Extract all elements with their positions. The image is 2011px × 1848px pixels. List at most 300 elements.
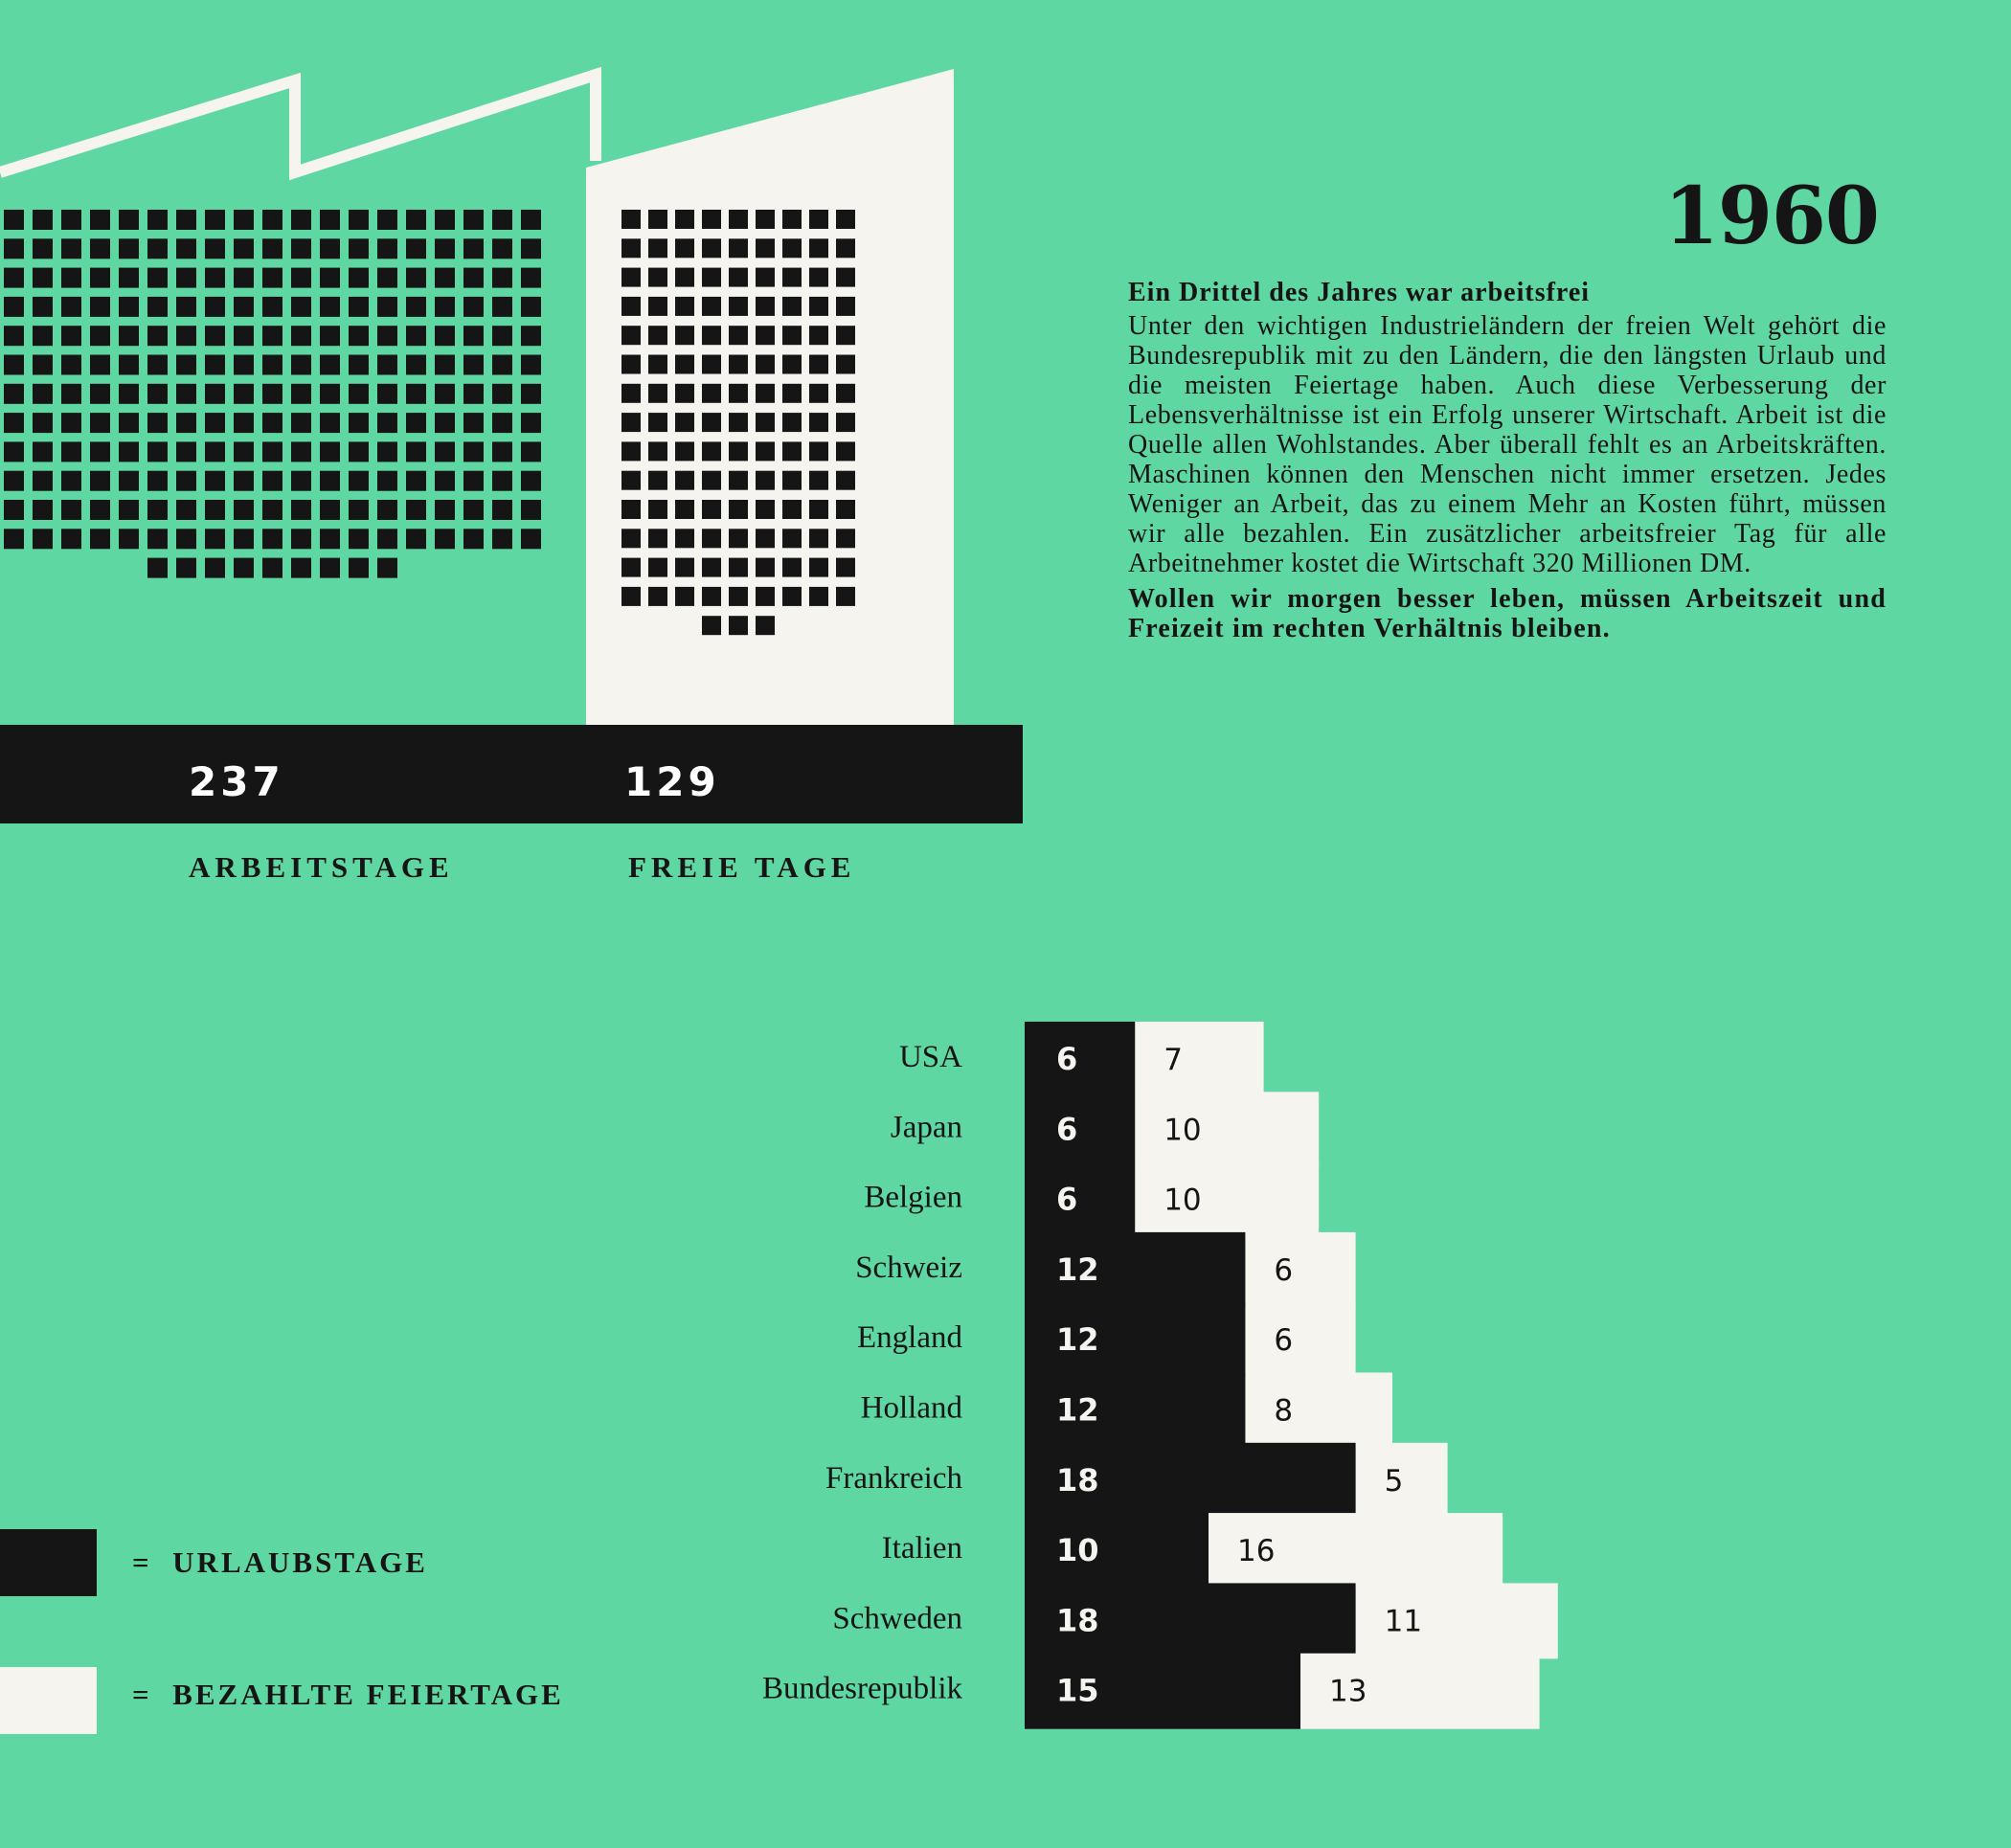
free-day-square — [648, 268, 667, 287]
work-day-square — [33, 268, 53, 288]
work-day-square — [119, 441, 139, 462]
free-day-square — [782, 500, 802, 519]
free-day-square — [648, 326, 667, 345]
free-day-square — [648, 297, 667, 316]
work-day-square — [4, 413, 24, 433]
urlaubstage-value: 18 — [1056, 1602, 1099, 1639]
work-day-square — [435, 268, 455, 288]
work-day-square — [492, 238, 512, 259]
urlaubstage-value: 6 — [1056, 1181, 1078, 1218]
work-day-square — [4, 529, 24, 549]
work-day-square — [463, 355, 484, 375]
work-day-square — [147, 210, 168, 230]
free-day-square — [729, 441, 748, 461]
work-day-square — [291, 268, 311, 288]
feiertage-value: 6 — [1274, 1323, 1294, 1359]
free-day-square — [756, 355, 775, 374]
work-day-square — [435, 471, 455, 491]
factory-roof-outline — [0, 75, 596, 172]
work-day-square — [205, 238, 225, 259]
work-day-square — [119, 268, 139, 288]
free-day-square — [648, 441, 667, 461]
article-body: Unter den wichtigen Industrieländern der freien Welt gehört die Bundesrepublik mit zu den Ländern, die den längsten Urlaub und die meisten Feiertage haben. Auch diese Verbesserung der Lebensverhältnisse ist ein Erfolg unserer Wirtschaft. Arbeit ist die Quelle allen Wohlstandes. Aber überall fehlt es an Arbeitskräften. Maschinen können den Menschen nicht immer ersetzen. Jedes Weniger an Arbeit, das zu einem Mehr an Kosten führt, müssen wir alle bezahlen. Ein zusätzlicher arbeitsfreier Tag für alle Arbeitnehmer kostet die Wirtschaft 320 Millionen DM. — [1128, 311, 1887, 578]
work-day-square — [234, 529, 254, 549]
work-day-square — [119, 326, 139, 346]
free-day-square — [675, 326, 694, 345]
work-days-value: 237 — [189, 758, 284, 805]
work-day-square — [521, 268, 541, 288]
work-day-square — [463, 268, 484, 288]
free-day-square — [756, 210, 775, 229]
feiertage-value: 6 — [1274, 1252, 1294, 1288]
work-day-square — [90, 297, 110, 317]
work-day-square — [320, 297, 340, 317]
feiertage-value: 5 — [1384, 1463, 1404, 1499]
work-day-square — [521, 413, 541, 433]
work-day-square — [463, 529, 484, 549]
work-day-square — [349, 268, 369, 288]
work-day-square — [205, 471, 225, 491]
free-day-square — [782, 297, 802, 316]
work-day-square — [521, 210, 541, 230]
work-day-square — [463, 471, 484, 491]
free-day-square — [675, 210, 694, 229]
free-day-square — [756, 587, 775, 606]
work-day-square — [33, 413, 53, 433]
free-day-square — [756, 529, 775, 548]
article-closing: Wollen wir morgen besser leben, müssen Arbeitszeit und Freizeit im rechten Verhältnis bleiben. — [1128, 584, 1887, 643]
free-day-square — [621, 384, 641, 403]
work-day-square — [521, 238, 541, 259]
bar-urlaubstage — [1025, 1513, 1209, 1589]
work-day-square — [119, 238, 139, 259]
free-day-square — [648, 529, 667, 548]
work-day-square — [262, 529, 282, 549]
work-day-square — [90, 413, 110, 433]
free-day-square — [729, 326, 748, 345]
free-day-square — [621, 210, 641, 229]
legend-urlaubstage — [132, 1545, 428, 1580]
free-day-square — [836, 500, 855, 519]
free-day-square — [702, 471, 721, 490]
work-day-square — [262, 268, 282, 288]
free-day-square — [648, 210, 667, 229]
work-day-square — [320, 238, 340, 259]
free-day-square — [648, 500, 667, 519]
free-day-square — [782, 355, 802, 374]
work-day-square — [406, 384, 426, 404]
work-day-square — [262, 441, 282, 462]
free-day-square — [782, 471, 802, 490]
free-day-square — [729, 238, 748, 258]
free-day-square — [675, 238, 694, 258]
work-day-square — [147, 529, 168, 549]
free-day-square — [729, 297, 748, 316]
work-day-square — [119, 297, 139, 317]
bar-urlaubstage — [1025, 1092, 1135, 1167]
free-day-square — [809, 268, 828, 287]
work-day-square — [61, 471, 81, 491]
work-day-square — [119, 384, 139, 404]
work-day-square — [320, 413, 340, 433]
work-day-square — [492, 384, 512, 404]
work-day-square — [291, 529, 311, 549]
work-day-square — [176, 297, 196, 317]
free-days-value: 129 — [624, 758, 720, 805]
free-day-square — [729, 500, 748, 519]
work-day-square — [205, 355, 225, 375]
urlaubstage-value: 12 — [1056, 1391, 1099, 1429]
work-day-square — [61, 500, 81, 520]
free-day-square — [782, 441, 802, 461]
work-day-square — [33, 529, 53, 549]
work-day-square — [234, 558, 254, 578]
work-day-square — [521, 471, 541, 491]
work-day-square — [205, 558, 225, 578]
work-day-square — [492, 210, 512, 230]
work-day-square — [234, 268, 254, 288]
work-day-square — [90, 326, 110, 346]
work-day-square — [492, 471, 512, 491]
country-label: Schweden — [832, 1601, 962, 1636]
work-day-square — [147, 326, 168, 346]
work-day-square — [463, 384, 484, 404]
free-day-square — [809, 558, 828, 577]
work-day-square — [90, 210, 110, 230]
free-day-square — [675, 587, 694, 606]
work-day-square — [33, 297, 53, 317]
work-day-square — [377, 384, 397, 404]
work-day-square — [4, 500, 24, 520]
work-day-square — [406, 355, 426, 375]
work-day-square — [90, 500, 110, 520]
free-day-square — [621, 500, 641, 519]
factory-illustration — [0, 69, 1023, 823]
work-day-square — [406, 500, 426, 520]
work-day-square — [435, 384, 455, 404]
bar-urlaubstage — [1025, 1022, 1135, 1097]
work-day-square — [435, 441, 455, 462]
work-day-square — [147, 441, 168, 462]
work-day-square — [521, 297, 541, 317]
free-day-square — [648, 471, 667, 490]
work-day-square — [4, 384, 24, 404]
work-day-square — [320, 500, 340, 520]
work-day-square — [176, 558, 196, 578]
work-day-square — [234, 384, 254, 404]
work-day-square — [291, 413, 311, 433]
work-day-square — [262, 355, 282, 375]
work-day-square — [234, 355, 254, 375]
free-day-square — [648, 587, 667, 606]
work-day-square — [291, 441, 311, 462]
work-day-square — [4, 326, 24, 346]
work-day-square — [521, 529, 541, 549]
bar-feiertage — [1245, 1302, 1355, 1378]
free-day-square — [729, 616, 748, 635]
work-day-square — [61, 441, 81, 462]
free-day-square — [621, 238, 641, 258]
work-day-square — [33, 326, 53, 346]
free-day-square — [621, 268, 641, 287]
free-day-square — [809, 413, 828, 432]
free-day-square — [702, 529, 721, 548]
free-day-square — [809, 238, 828, 258]
work-day-square — [262, 558, 282, 578]
work-day-square — [377, 529, 397, 549]
work-day-square — [463, 500, 484, 520]
work-day-square — [4, 355, 24, 375]
work-day-square — [119, 500, 139, 520]
work-day-square — [377, 238, 397, 259]
article — [1128, 278, 1887, 649]
legend-swatch-urlaubstage — [0, 1529, 97, 1596]
legend-label: URLAUBSTAGE — [172, 1545, 428, 1579]
country-label: USA — [898, 1040, 962, 1074]
free-day-square — [621, 529, 641, 548]
work-day-square — [320, 529, 340, 549]
country-label: Schweiz — [855, 1250, 962, 1285]
work-day-square — [492, 529, 512, 549]
bar-feiertage — [1245, 1232, 1355, 1308]
work-day-square — [4, 441, 24, 462]
work-day-square — [320, 326, 340, 346]
work-day-square — [463, 326, 484, 346]
work-day-square — [176, 355, 196, 375]
work-day-square — [435, 297, 455, 317]
work-day-square — [176, 441, 196, 462]
free-day-square — [809, 441, 828, 461]
free-day-square — [621, 471, 641, 490]
free-day-square — [836, 587, 855, 606]
work-day-square — [377, 413, 397, 433]
factory-base-bar — [0, 725, 1023, 823]
work-day-square — [435, 355, 455, 375]
urlaubstage-value: 15 — [1056, 1672, 1099, 1709]
work-day-square — [234, 441, 254, 462]
work-day-square — [61, 326, 81, 346]
work-day-square — [119, 210, 139, 230]
country-label: Frankreich — [825, 1460, 962, 1496]
free-day-square — [782, 529, 802, 548]
work-day-square — [119, 413, 139, 433]
free-day-square — [675, 384, 694, 403]
work-day-square — [320, 210, 340, 230]
free-day-square — [729, 558, 748, 577]
free-day-square — [621, 441, 641, 461]
work-day-square — [147, 471, 168, 491]
free-day-square — [756, 297, 775, 316]
work-day-square — [377, 500, 397, 520]
free-day-square — [702, 326, 721, 345]
free-day-square — [729, 355, 748, 374]
work-day-square — [176, 238, 196, 259]
work-day-square — [176, 529, 196, 549]
work-day-square — [119, 355, 139, 375]
work-day-square — [463, 238, 484, 259]
legend-equals: = — [132, 1545, 152, 1579]
free-day-square — [809, 355, 828, 374]
work-day-square — [4, 471, 24, 491]
work-day-square — [205, 326, 225, 346]
work-day-square — [90, 384, 110, 404]
country-label: Holland — [860, 1390, 962, 1426]
free-day-square — [675, 355, 694, 374]
work-day-square — [262, 326, 282, 346]
free-day-square — [729, 587, 748, 606]
work-day-square — [435, 529, 455, 549]
free-day-square — [675, 529, 694, 548]
bar-feiertage — [1245, 1373, 1392, 1449]
work-day-square — [349, 355, 369, 375]
free-day-square — [729, 210, 748, 229]
free-day-square — [702, 297, 721, 316]
free-day-square — [836, 297, 855, 316]
free-day-square — [729, 384, 748, 403]
work-day-square — [90, 355, 110, 375]
country-label: Belgien — [864, 1180, 962, 1215]
work-day-square — [521, 500, 541, 520]
work-day-square — [176, 210, 196, 230]
legend-feiertage — [132, 1678, 564, 1712]
free-day-square — [782, 384, 802, 403]
work-day-square — [291, 210, 311, 230]
feiertage-value: 10 — [1164, 1183, 1202, 1218]
free-day-square — [836, 441, 855, 461]
free-day-square — [702, 616, 721, 635]
bar-urlaubstage — [1025, 1162, 1135, 1238]
country-label: Bundesrepublik — [762, 1671, 962, 1706]
free-day-square — [836, 268, 855, 287]
free-day-square — [809, 297, 828, 316]
work-day-square — [349, 441, 369, 462]
work-day-square — [291, 238, 311, 259]
free-day-square — [809, 210, 828, 229]
free-day-square — [702, 413, 721, 432]
work-day-square — [492, 355, 512, 375]
legend-equals: = — [132, 1678, 152, 1711]
work-day-square — [349, 210, 369, 230]
free-day-square — [809, 500, 828, 519]
free-day-square — [702, 210, 721, 229]
work-day-square — [463, 210, 484, 230]
work-day-square — [320, 441, 340, 462]
work-day-square — [205, 413, 225, 433]
work-day-square — [61, 238, 81, 259]
work-day-square — [61, 529, 81, 549]
country-label: England — [857, 1320, 962, 1356]
work-day-square — [463, 441, 484, 462]
free-day-square — [782, 558, 802, 577]
urlaubstage-value: 6 — [1056, 1041, 1078, 1077]
work-day-square — [349, 384, 369, 404]
free-day-square — [675, 558, 694, 577]
work-day-square — [205, 297, 225, 317]
work-day-square — [377, 297, 397, 317]
free-day-square — [756, 268, 775, 287]
work-day-square — [377, 268, 397, 288]
work-day-square — [205, 210, 225, 230]
free-day-square — [675, 268, 694, 287]
work-day-square — [406, 441, 426, 462]
work-day-square — [377, 210, 397, 230]
free-day-square — [702, 238, 721, 258]
work-day-square — [61, 210, 81, 230]
free-day-square — [675, 500, 694, 519]
free-day-square — [836, 471, 855, 490]
work-day-square — [147, 355, 168, 375]
work-day-square — [320, 384, 340, 404]
free-day-square — [702, 500, 721, 519]
work-day-square — [291, 384, 311, 404]
free-day-square — [621, 355, 641, 374]
work-day-square — [406, 210, 426, 230]
work-day-square — [61, 355, 81, 375]
work-day-square — [406, 268, 426, 288]
free-day-square — [702, 355, 721, 374]
work-day-square — [33, 471, 53, 491]
work-day-square — [406, 529, 426, 549]
holiday-bar-chart — [762, 1022, 1558, 1729]
work-day-square — [147, 268, 168, 288]
work-day-square — [90, 268, 110, 288]
work-day-square — [349, 558, 369, 578]
free-day-square — [648, 558, 667, 577]
work-day-square — [147, 297, 168, 317]
work-day-square — [463, 297, 484, 317]
bar-feiertage — [1135, 1162, 1319, 1238]
work-day-square — [435, 210, 455, 230]
work-day-square — [377, 441, 397, 462]
bar-feiertage — [1135, 1092, 1319, 1167]
free-day-square — [836, 210, 855, 229]
work-day-square — [435, 413, 455, 433]
free-days-building — [586, 69, 954, 755]
free-day-square — [836, 355, 855, 374]
work-day-square — [349, 471, 369, 491]
free-day-square — [756, 413, 775, 432]
work-day-square — [234, 326, 254, 346]
work-day-square — [176, 500, 196, 520]
free-day-square — [729, 268, 748, 287]
work-day-square — [349, 238, 369, 259]
work-day-square — [262, 238, 282, 259]
free-day-square — [702, 587, 721, 606]
feiertage-value: 16 — [1237, 1534, 1276, 1569]
work-day-square — [205, 268, 225, 288]
work-day-square — [291, 297, 311, 317]
work-day-square — [521, 326, 541, 346]
work-day-square — [176, 326, 196, 346]
free-day-square — [809, 471, 828, 490]
work-day-square — [205, 500, 225, 520]
work-days-caption: ARBEITSTAGE — [189, 850, 454, 884]
work-day-square — [176, 384, 196, 404]
free-day-square — [675, 471, 694, 490]
work-day-square — [234, 500, 254, 520]
free-day-square — [648, 355, 667, 374]
urlaubstage-value: 12 — [1056, 1251, 1099, 1288]
work-day-square — [33, 441, 53, 462]
work-day-square — [4, 268, 24, 288]
work-day-square — [147, 558, 168, 578]
work-day-square — [262, 413, 282, 433]
work-day-square — [521, 355, 541, 375]
work-day-square — [61, 297, 81, 317]
free-day-square — [756, 616, 775, 635]
free-day-square — [702, 441, 721, 461]
free-day-square — [782, 413, 802, 432]
